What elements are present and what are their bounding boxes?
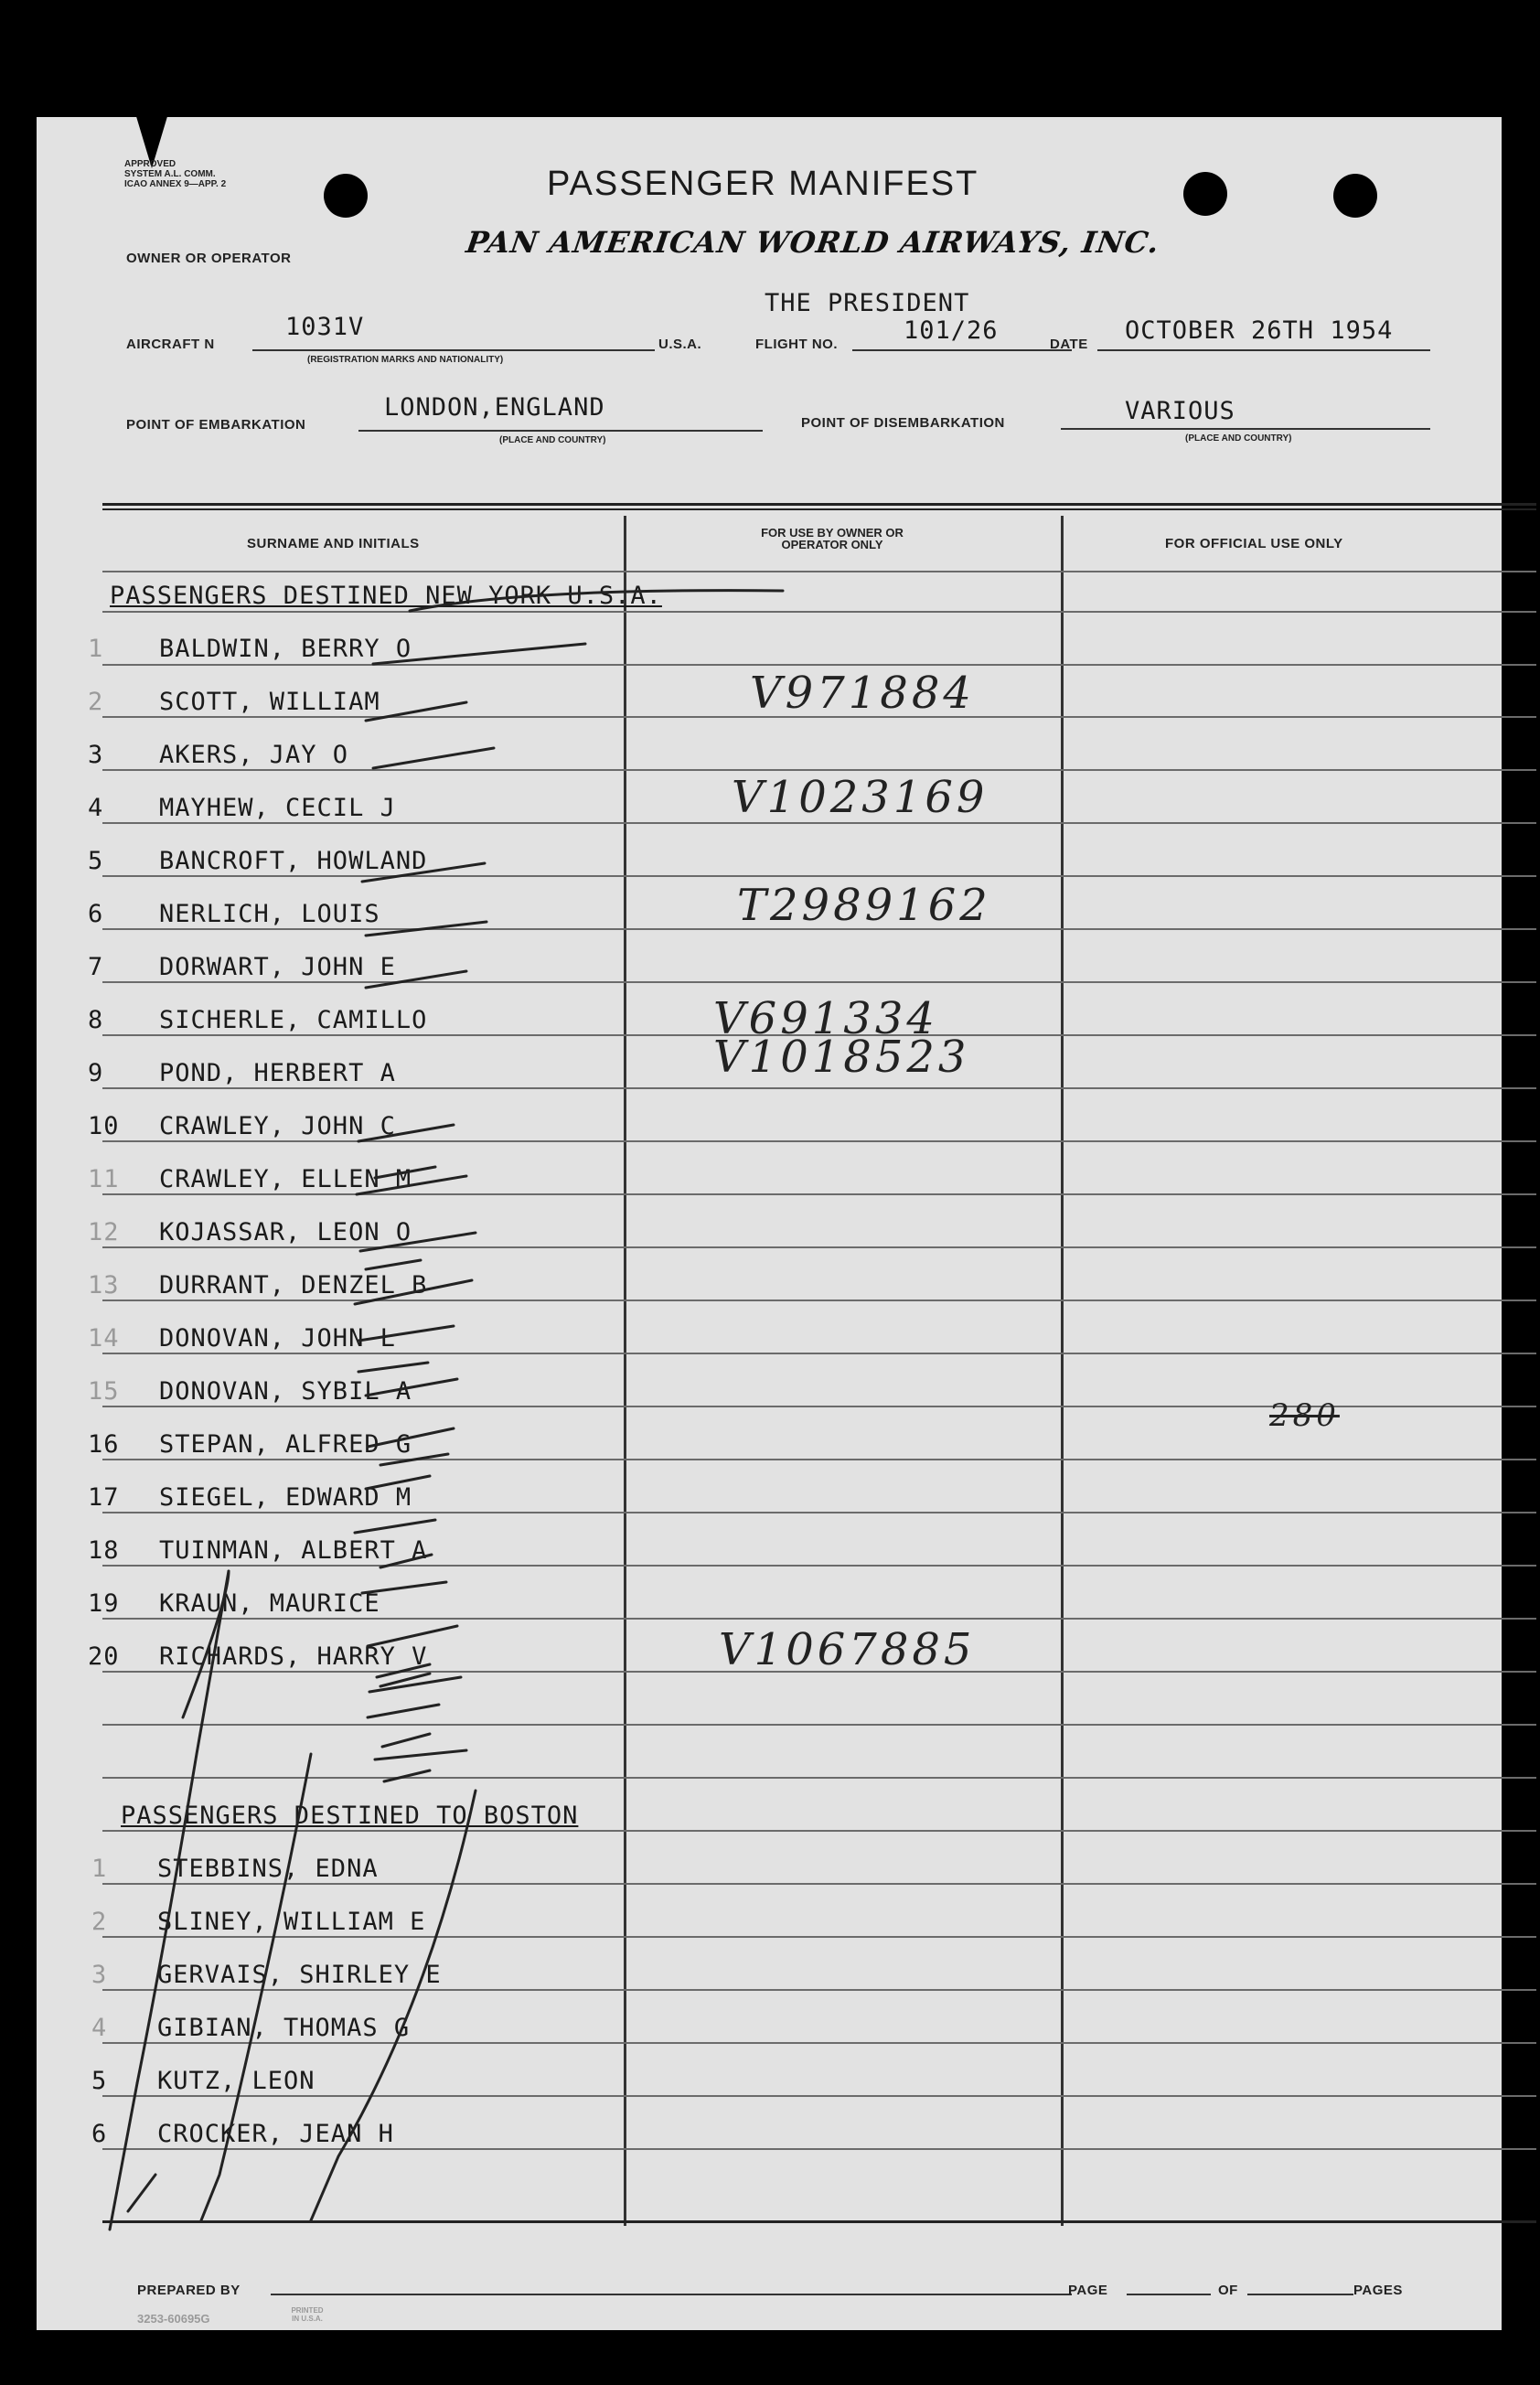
col-header-official: FOR OFFICIAL USE ONLY bbox=[1165, 536, 1343, 551]
flight-name: THE PRESIDENT bbox=[765, 289, 970, 317]
row-number: 17 bbox=[88, 1483, 120, 1512]
section-heading-boston: PASSENGERS DESTINED TO BOSTON bbox=[121, 1802, 579, 1830]
passenger-name: BANCROFT, HOWLAND bbox=[159, 847, 428, 875]
printed-in-usa: PRINTED IN U.S.A. bbox=[291, 2306, 324, 2323]
row-number: 7 bbox=[88, 953, 104, 981]
flight-label: FLIGHT NO. bbox=[755, 337, 838, 352]
of-label: OF bbox=[1218, 2283, 1238, 2298]
official-note: 280 bbox=[1269, 1397, 1340, 1434]
passenger-name: GERVAIS, SHIRLEY E bbox=[157, 1961, 442, 1989]
row-number: 12 bbox=[88, 1218, 120, 1246]
passenger-name: NERLICH, LOUIS bbox=[159, 900, 380, 928]
punch-hole-right-2 bbox=[1333, 174, 1377, 218]
row-number: 16 bbox=[88, 1430, 120, 1459]
row-number: 5 bbox=[91, 2067, 108, 2095]
passenger-name: CRAWLEY, JOHN C bbox=[159, 1112, 396, 1140]
passenger-name: CROCKER, JEAN H bbox=[157, 2120, 394, 2148]
airline-name: PAN AMERICAN WORLD AIRWAYS, INC. bbox=[464, 225, 1162, 260]
page-title: PASSENGER MANIFEST bbox=[547, 165, 979, 203]
prepared-by-label: PREPARED BY bbox=[137, 2283, 241, 2298]
flight-value: 101/26 bbox=[904, 316, 999, 345]
row-number: 6 bbox=[88, 900, 104, 928]
col-header-surname: SURNAME AND INITIALS bbox=[247, 536, 420, 551]
document-number: V691334 bbox=[713, 993, 938, 1044]
disembarkation-value: VARIOUS bbox=[1125, 397, 1235, 425]
row-number: 3 bbox=[88, 741, 104, 769]
passenger-name: SCOTT, WILLIAM bbox=[159, 688, 380, 716]
row-number: 10 bbox=[88, 1112, 120, 1140]
passenger-name: SLINEY, WILLIAM E bbox=[157, 1908, 426, 1936]
row-number: 1 bbox=[88, 635, 104, 663]
row-number: 3 bbox=[91, 1961, 108, 1989]
approved-stamp: APPROVED SYSTEM A.L. COMM. ICAO ANNEX 9—APP. 2 bbox=[124, 159, 227, 189]
embarkation-label: POINT OF EMBARKATION bbox=[126, 417, 306, 433]
aircraft-value: 1031V bbox=[285, 313, 365, 341]
form-number: 3253-60695G bbox=[137, 2312, 210, 2326]
document-number: V1018523 bbox=[713, 1032, 970, 1083]
passenger-name: STEPAN, ALFRED G bbox=[159, 1430, 412, 1459]
row-number: 8 bbox=[88, 1006, 104, 1034]
row-number: 6 bbox=[91, 2120, 108, 2148]
row-number: 2 bbox=[91, 1908, 108, 1936]
document-number: V971884 bbox=[750, 668, 975, 719]
row-number: 18 bbox=[88, 1536, 120, 1565]
passenger-name: DONOVAN, JOHN L bbox=[159, 1324, 396, 1353]
passenger-name: STEBBINS, EDNA bbox=[157, 1855, 379, 1883]
passenger-name: TUINMAN, ALBERT A bbox=[159, 1536, 428, 1565]
row-number: 9 bbox=[88, 1059, 104, 1087]
manifest-page bbox=[37, 117, 1502, 2330]
row-number: 20 bbox=[88, 1642, 120, 1671]
document-number: T2989162 bbox=[737, 880, 991, 931]
page-label: PAGE bbox=[1068, 2283, 1108, 2298]
usa-label: U.S.A. bbox=[658, 337, 702, 352]
embarkation-caption: (PLACE AND COUNTRY) bbox=[499, 435, 606, 445]
passenger-name: RICHARDS, HARRY V bbox=[159, 1642, 428, 1671]
row-number: 5 bbox=[88, 847, 104, 875]
date-value: OCTOBER 26TH 1954 bbox=[1125, 316, 1394, 345]
passenger-name: GIBIAN, THOMAS G bbox=[157, 2014, 411, 2042]
passenger-name: DURRANT, DENZEL B bbox=[159, 1271, 428, 1299]
disembarkation-caption: (PLACE AND COUNTRY) bbox=[1185, 433, 1292, 444]
passenger-name: BALDWIN, BERRY O bbox=[159, 635, 412, 663]
passenger-name: MAYHEW, CECIL J bbox=[159, 794, 396, 822]
passenger-name: SIEGEL, EDWARD M bbox=[159, 1483, 412, 1512]
disembarkation-label: POINT OF DISEMBARKATION bbox=[801, 415, 1005, 431]
punch-hole-left bbox=[324, 174, 368, 218]
row-number: 11 bbox=[88, 1165, 120, 1193]
passenger-name: KOJASSAR, LEON O bbox=[159, 1218, 412, 1246]
col-header-owner-use: FOR USE BY OWNER OR OPERATOR ONLY bbox=[761, 526, 904, 551]
passenger-name: DORWART, JOHN E bbox=[159, 953, 396, 981]
owner-label: OWNER OR OPERATOR bbox=[126, 251, 292, 266]
pages-label: PAGES bbox=[1353, 2283, 1403, 2298]
section-heading-new-york: PASSENGERS DESTINED NEW YORK U.S.A. bbox=[110, 582, 662, 610]
row-number: 4 bbox=[91, 2014, 108, 2042]
punch-hole-right-1 bbox=[1183, 172, 1227, 216]
row-number: 15 bbox=[88, 1377, 120, 1406]
aircraft-label: AIRCRAFT N bbox=[126, 337, 215, 352]
passenger-name: POND, HERBERT A bbox=[159, 1059, 396, 1087]
passenger-name: KUTZ, LEON bbox=[157, 2067, 315, 2095]
row-number: 2 bbox=[88, 688, 104, 716]
row-number: 14 bbox=[88, 1324, 120, 1353]
embarkation-value: LONDON,ENGLAND bbox=[384, 393, 605, 422]
row-number: 4 bbox=[88, 794, 104, 822]
row-number: 1 bbox=[91, 1855, 108, 1883]
row-number: 13 bbox=[88, 1271, 120, 1299]
registration-caption: (REGISTRATION MARKS AND NATIONALITY) bbox=[307, 355, 504, 365]
row-number: 19 bbox=[88, 1589, 120, 1618]
passenger-name: KRAUN, MAURICE bbox=[159, 1589, 380, 1618]
passenger-name: AKERS, JAY O bbox=[159, 741, 349, 769]
passenger-name: SICHERLE, CAMILLO bbox=[159, 1006, 428, 1034]
passenger-name: DONOVAN, SYBIL A bbox=[159, 1377, 412, 1406]
document-number: V1067885 bbox=[719, 1624, 976, 1675]
document-number: V1023169 bbox=[732, 772, 989, 823]
passenger-name: CRAWLEY, ELLEN M bbox=[159, 1165, 412, 1193]
date-label: DATE bbox=[1050, 337, 1088, 352]
